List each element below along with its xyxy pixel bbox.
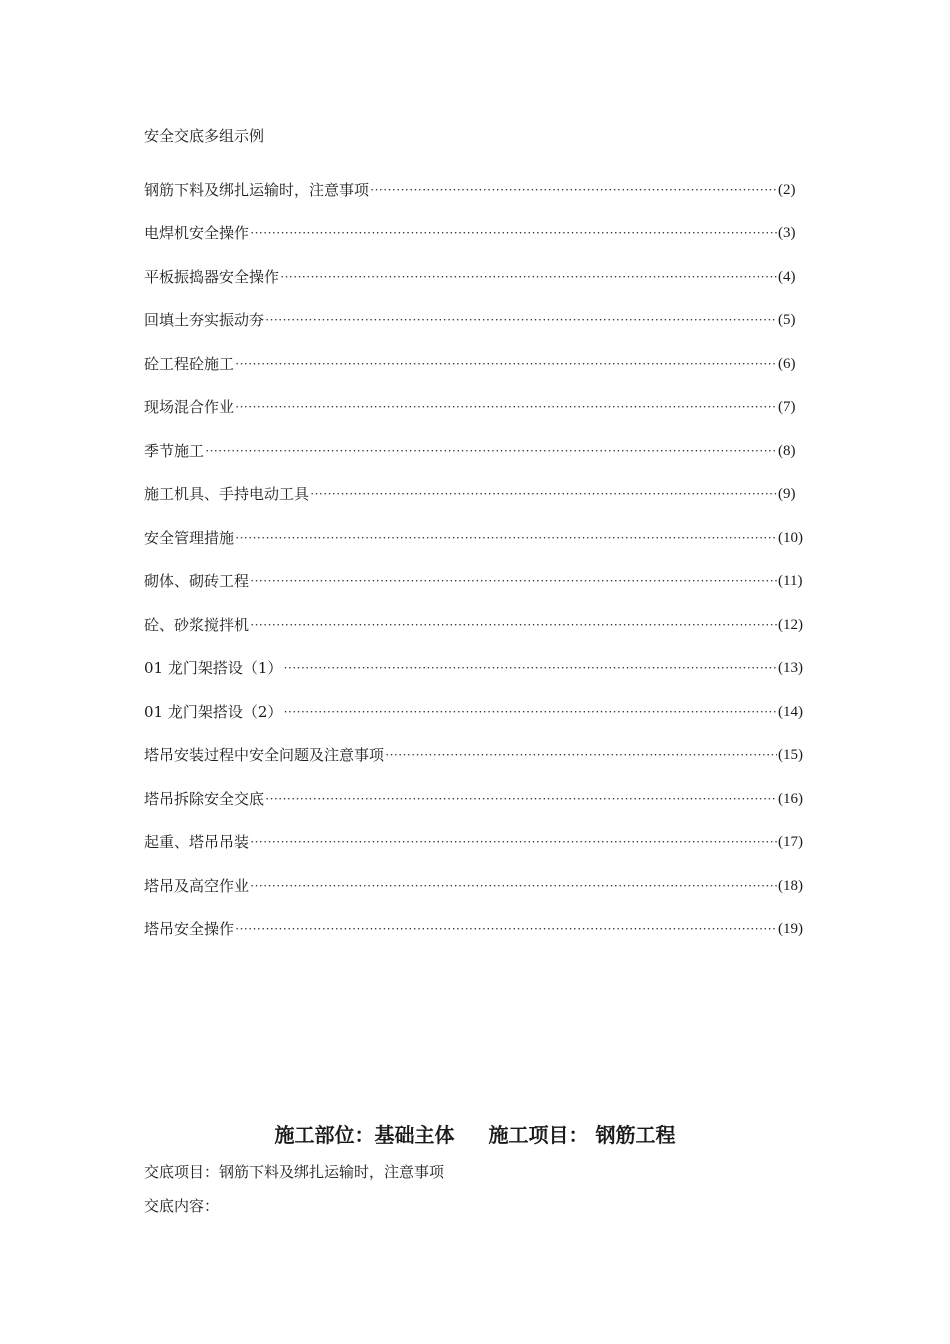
toc-title: 安全交底多组示例 <box>144 127 265 145</box>
toc-entry-label: 安全管理措施 <box>144 528 235 547</box>
toc-entry-label: 塔吊拆除安全交底 <box>144 789 265 808</box>
toc-leader-dots <box>235 919 777 939</box>
toc-leader-dots <box>283 658 777 678</box>
project-label: 施工项目： <box>488 1123 589 1147</box>
toc-entry-page: (6) <box>778 355 796 372</box>
toc-entry[interactable] <box>144 603 804 647</box>
toc-entry-label: 塔吊安全操作 <box>144 920 235 939</box>
toc-leader-dots <box>205 441 777 461</box>
toc-entry-page: (17) <box>778 834 803 851</box>
toc-entry[interactable] <box>144 255 804 299</box>
toc-entry-page: (16) <box>778 790 803 807</box>
toc-entry-page: (13) <box>778 660 803 677</box>
toc-leader-dots <box>250 223 777 243</box>
toc-entry[interactable] <box>144 864 804 908</box>
toc-leader-dots <box>235 397 777 417</box>
toc-leader-dots <box>265 310 777 330</box>
toc-entry[interactable] <box>144 821 804 865</box>
toc-entry[interactable] <box>144 908 804 952</box>
disclosure-content-label: 交底内容： <box>144 1197 220 1215</box>
toc-entry[interactable] <box>144 516 804 560</box>
toc-leader-dots <box>250 615 777 635</box>
toc-entry-label: 砌体、砌砖工程 <box>144 572 250 591</box>
toc-entry-label: 现场混合作业 <box>144 398 235 417</box>
toc-entry[interactable] <box>144 734 804 778</box>
toc-entry-label: 01 龙门架搭设（2） <box>144 702 283 721</box>
toc-leader-dots <box>250 571 777 591</box>
toc-entry-label: 塔吊安装过程中安全问题及注意事项 <box>144 746 385 765</box>
toc-leader-dots <box>235 528 777 548</box>
toc-entry-page: (4) <box>778 268 796 285</box>
toc-entry-page: (18) <box>778 877 803 894</box>
toc-entry-page: (15) <box>778 747 803 764</box>
toc-entry-label: 砼工程砼施工 <box>144 354 235 373</box>
toc-leader-dots <box>370 180 777 200</box>
toc-entry-label: 施工机具、手持电动工具 <box>144 485 310 504</box>
toc-entry-label: 砼、砂浆搅拌机 <box>144 615 250 634</box>
location-label: 施工部位： <box>274 1123 375 1147</box>
toc-leader-dots <box>235 354 777 374</box>
toc-entry-page: (14) <box>778 703 803 720</box>
toc-entry[interactable] <box>144 212 804 256</box>
toc-entry[interactable] <box>144 429 804 473</box>
project-value: 钢筋工程 <box>595 1123 676 1147</box>
toc-entry-page: (9) <box>778 486 796 503</box>
toc-entry-page: (3) <box>778 225 796 242</box>
toc-leader-dots <box>265 789 777 809</box>
toc-leader-dots <box>250 832 777 852</box>
toc-entry-page: (5) <box>778 312 796 329</box>
toc-entry[interactable] <box>144 690 804 734</box>
toc-entry-label: 01 龙门架搭设（1） <box>144 659 283 678</box>
toc-leader-dots <box>283 702 777 722</box>
toc-entry-label: 电焊机安全操作 <box>144 224 250 243</box>
toc-entry[interactable] <box>144 168 804 212</box>
toc-entry-page: (11) <box>778 573 803 590</box>
toc-entry[interactable] <box>144 647 804 691</box>
toc-entry[interactable] <box>144 299 804 343</box>
toc-entry-page: (10) <box>778 529 803 546</box>
toc-leader-dots <box>250 876 777 896</box>
toc-entry-label: 平板振捣器安全操作 <box>144 267 280 286</box>
toc-entry-label: 起重、塔吊吊装 <box>144 833 250 852</box>
toc-entry[interactable] <box>144 473 804 517</box>
toc-entry-page: (2) <box>778 181 796 198</box>
toc-entry-label: 回填土夯实振动夯 <box>144 311 265 330</box>
toc-leader-dots <box>280 267 777 287</box>
section-heading <box>0 1122 950 1148</box>
toc-entry-page: (8) <box>778 442 796 459</box>
toc-entry[interactable] <box>144 777 804 821</box>
toc-leader-dots <box>385 745 777 765</box>
location-value: 基础主体 <box>374 1123 455 1147</box>
toc-entry-page: (19) <box>778 921 803 938</box>
toc-entry-label: 季节施工 <box>144 441 205 460</box>
table-of-contents <box>144 168 804 951</box>
toc-entry[interactable] <box>144 342 804 386</box>
toc-leader-dots <box>310 484 777 504</box>
toc-entry[interactable] <box>144 386 804 430</box>
disclosure-item-line: 交底项目：钢筋下料及绑扎运输时，注意事项 <box>144 1163 445 1181</box>
toc-entry-label: 塔吊及高空作业 <box>144 876 250 895</box>
toc-entry-page: (12) <box>778 616 803 633</box>
toc-entry[interactable] <box>144 560 804 604</box>
toc-entry-page: (7) <box>778 399 796 416</box>
toc-entry-label: 钢筋下料及绑扎运输时，注意事项 <box>144 180 370 199</box>
